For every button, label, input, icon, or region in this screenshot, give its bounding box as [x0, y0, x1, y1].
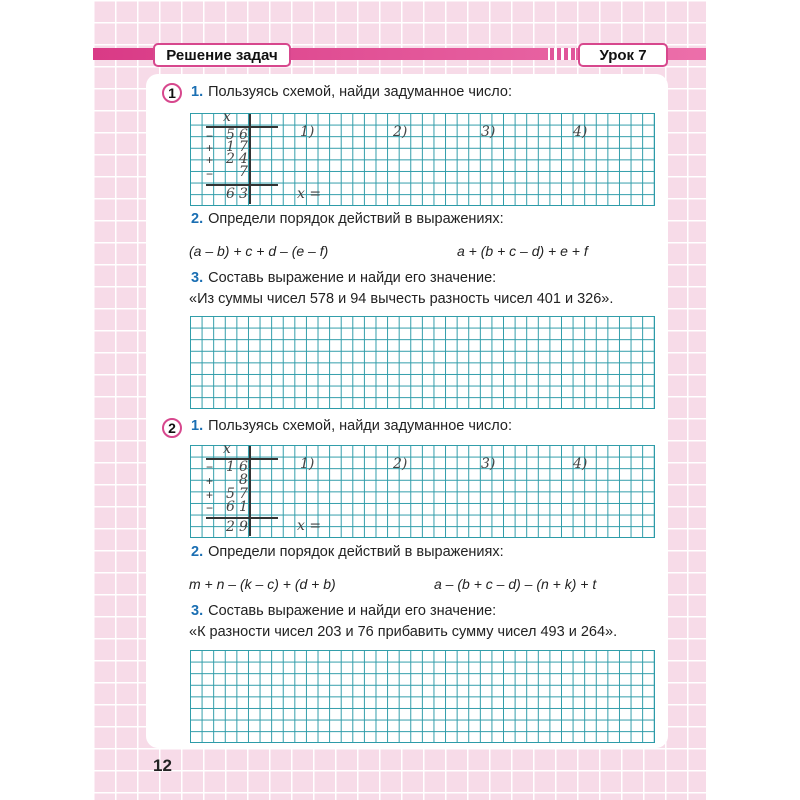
scheme1-step-label: 4) [573, 124, 588, 140]
task-number: 3. [191, 603, 204, 619]
scheme1-answer-label: x = [297, 186, 322, 202]
section2-task3-quote: «К разности чисел 203 и 76 прибавить сумму чисел 493 и 264». [189, 624, 618, 640]
scheme1-vertical-line [249, 114, 251, 204]
section1-expression-2: a + (b + c – d) + e + f [457, 243, 588, 259]
scheme2-digit: 1 [239, 499, 248, 515]
task-text: Пользуясь схемой, найди задуманное число: [208, 84, 512, 100]
answer-grid-2[interactable] [190, 650, 655, 743]
scheme2-step-label: 3) [481, 456, 496, 472]
task-number: 1. [191, 84, 204, 100]
scheme1-step-label: 1) [300, 124, 315, 140]
scheme2-digit: 5 [226, 486, 235, 502]
section1-task1 [191, 84, 512, 100]
section2-task3 [191, 603, 496, 619]
section1-expression-1: (a – b) + c + d – (e – f) [189, 243, 329, 259]
scheme2-step-label: 1) [300, 456, 315, 472]
section1-task3 [191, 270, 496, 286]
section1-task2 [191, 211, 504, 227]
task-number: 1. [191, 418, 204, 434]
scheme2-sign: + [206, 474, 214, 488]
scheme2-digit: 6 [226, 499, 235, 515]
scheme2-digit: 7 [239, 486, 248, 502]
scheme1-sign: + [206, 153, 214, 167]
section2-task1 [191, 418, 512, 434]
topic-label: Решение задач [153, 43, 291, 67]
section2-expression-2: a – (b + c – d) – (n + k) + t [434, 576, 597, 592]
section2-expression-1: m + n – (k – c) + (d + b) [189, 576, 336, 592]
scheme1-variable: x [223, 109, 231, 125]
scheme2-digit: 1 [226, 459, 235, 475]
scheme1-sign: − [206, 129, 214, 143]
scheme1-digit: 1 [226, 139, 235, 155]
section2-task2 [191, 544, 504, 560]
scheme2-digit: 8 [239, 472, 248, 488]
answer-grid-1[interactable] [190, 316, 655, 409]
scheme2-answer-label: x = [297, 518, 322, 534]
header-stripes [548, 48, 576, 60]
scheme2-digit: 2 [226, 519, 235, 535]
scheme2-step-label: 2) [393, 456, 408, 472]
scheme1-digit: 7 [239, 139, 248, 155]
task-text: Пользуясь схемой, найди задуманное число: [208, 418, 512, 434]
scheme2-vertical-line [249, 446, 251, 536]
scheme1-step-label: 2) [393, 124, 408, 140]
scheme1-digit: 3 [239, 186, 248, 202]
lesson-label: Урок 7 [578, 43, 668, 67]
scheme2-step-label: 4) [573, 456, 588, 472]
scheme2-digit: 9 [239, 519, 248, 535]
scheme1-digit: 2 [226, 151, 235, 167]
scheme2-variable: x [223, 441, 231, 457]
task-number: 2. [191, 544, 204, 560]
scheme1-step-label: 3) [481, 124, 496, 140]
scheme1-digit: 6 [239, 127, 248, 143]
scheme1-digit: 7 [239, 164, 248, 180]
section-badge-1: 1 [162, 83, 182, 103]
task-number: 3. [191, 270, 204, 286]
scheme2-sign: + [206, 488, 214, 502]
task-number: 2. [191, 211, 204, 227]
scheme1-sign: + [206, 141, 214, 155]
scheme1-digit: 6 [226, 186, 235, 202]
section1-task3-quote: «Из суммы чисел 578 и 94 вычесть разность чисел 401 и 326». [189, 291, 614, 307]
scheme2-sign: − [206, 460, 214, 474]
scheme1-sign: − [206, 167, 214, 181]
scheme1-digit: 4 [239, 151, 248, 167]
task-text: Составь выражение и найди его значение: [208, 270, 497, 286]
section-badge-2: 2 [162, 418, 182, 438]
task-text: Определи порядок действий в выражениях: [208, 211, 504, 227]
task-text: Определи порядок действий в выражениях: [208, 544, 504, 560]
task-text: Составь выражение и найди его значение: [208, 603, 497, 619]
page-number: 12 [153, 756, 172, 775]
scheme2-sign: − [206, 501, 214, 515]
scheme2-digit: 6 [239, 459, 248, 475]
scheme1-digit: 5 [226, 127, 235, 143]
